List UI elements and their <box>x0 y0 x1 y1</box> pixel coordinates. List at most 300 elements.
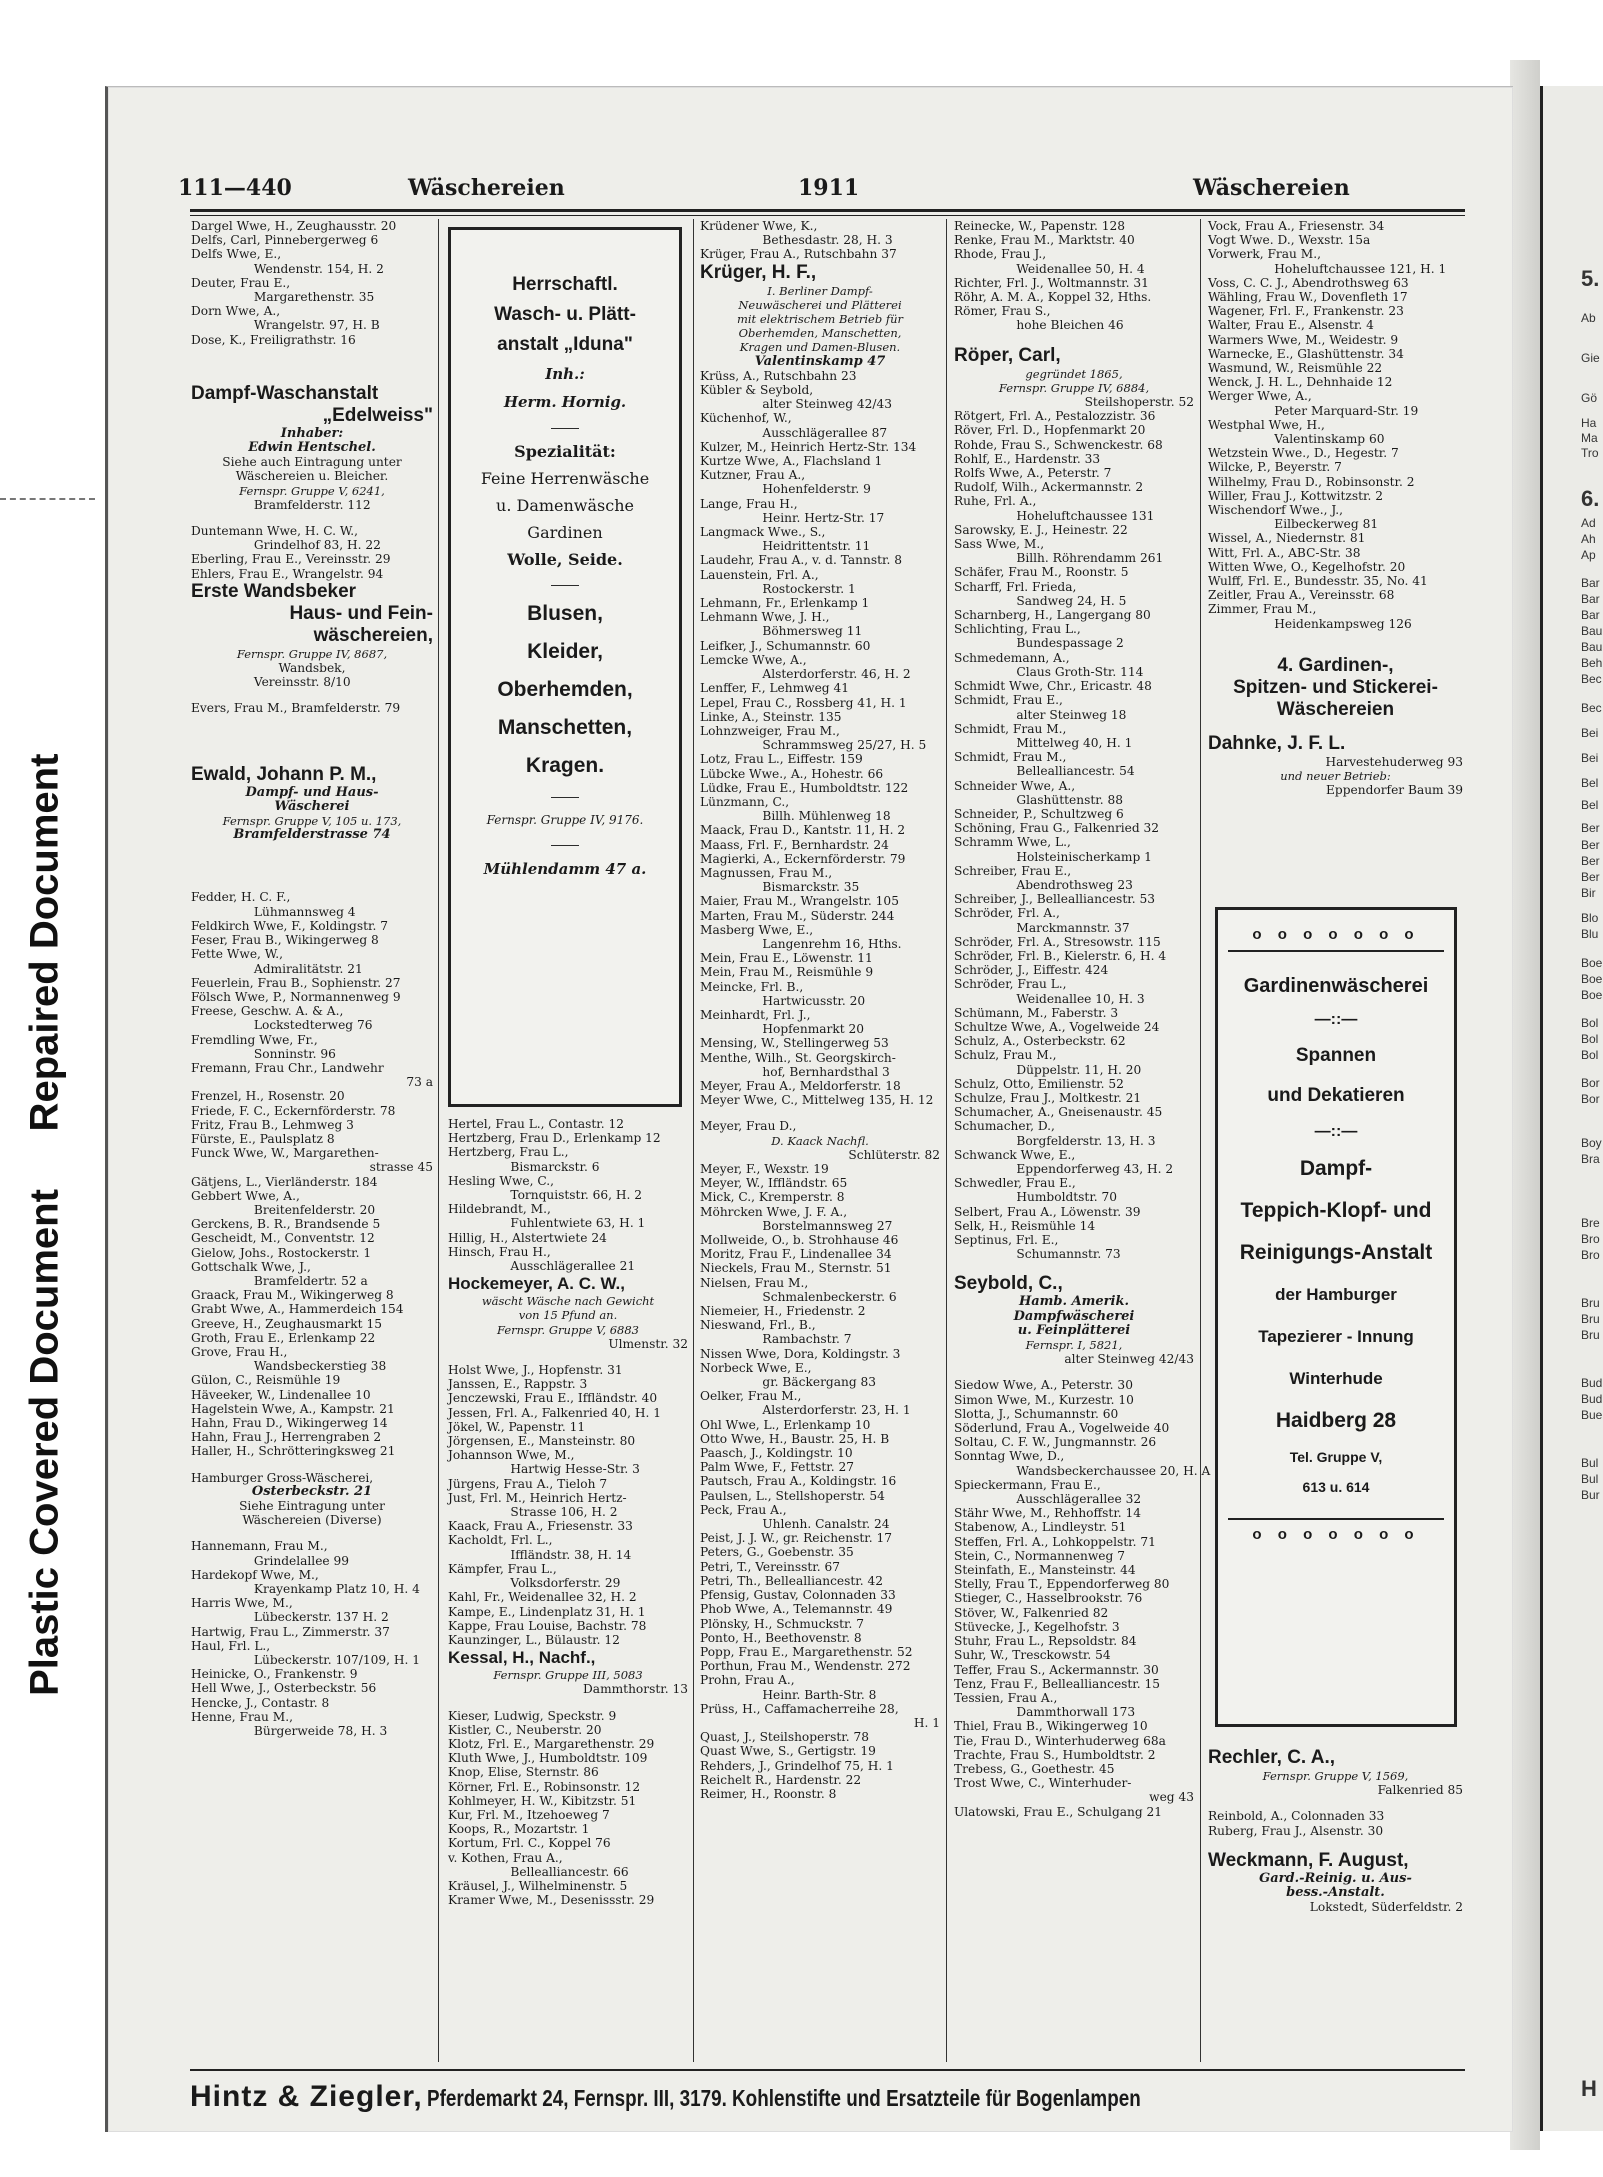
directory-entry: Feser, Frau B., Wikingerweg 8 <box>191 933 379 948</box>
directory-entry: Hamburger Gross-Wäscherei, <box>191 1470 374 1485</box>
directory-entry: Langmack Wwe., S., <box>700 525 826 540</box>
directory-entry: Harvestehuderweg 93 <box>1325 754 1463 769</box>
directory-entry: Menthe, Wilh., St. Georgskirch- <box>700 1050 896 1065</box>
directory-entry: u. Feinplätterei <box>1017 1322 1131 1338</box>
directory-entry: Meyer, Frau D., <box>700 1119 797 1134</box>
directory-entry: Phob Wwe, A., Telemannstr. 49 <box>700 1602 893 1617</box>
directory-entry: Scharnberg, H., Langergang 80 <box>954 608 1151 623</box>
directory-entry: Lange, Frau H., <box>700 496 798 511</box>
next-page-fragment: Ah <box>1581 532 1596 546</box>
directory-page <box>105 86 1513 2132</box>
directory-entry: Mein, Frau E., Löwenstr. 11 <box>700 951 873 966</box>
directory-entry: Haller, H., Schrötteringksweg 21 <box>191 1444 396 1459</box>
directory-entry: Oberhemden, Manschetten, <box>738 326 902 341</box>
directory-entry: Jörgensen, E., Mansteinstr. 80 <box>448 1434 636 1449</box>
directory-entry: Möhrcken Wwe, J. F. A., <box>700 1204 848 1219</box>
directory-entry <box>191 740 433 752</box>
directory-entry: Grindelhof 83, H. 22 <box>253 538 381 553</box>
directory-entry: Pfensig, Gustav, Colonnaden 33 <box>700 1588 896 1603</box>
directory-entry: Dose, K., Freiligrathstr. 16 <box>191 332 356 347</box>
directory-entry: Soltau, C. F. W., Jungmannstr. 26 <box>954 1435 1157 1450</box>
directory-entry: Norbeck Wwe, E., <box>700 1360 812 1375</box>
directory-entry: Stüvecke, J., Kegelhofstr. 3 <box>954 1619 1120 1634</box>
section-title-left: Wäschereien <box>408 175 565 201</box>
directory-entry: Fürste, E., Paulsplatz 8 <box>191 1131 335 1146</box>
next-page-fragment: Bol <box>1581 1048 1599 1062</box>
directory-entry: Schlichting, Frau L., <box>954 622 1081 637</box>
directory-entry: Kohlmeyer, H. W., Kibitzstr. 51 <box>448 1793 637 1808</box>
directory-entry: Kräusel, J., Wilhelminenstr. 5 <box>448 1878 628 1893</box>
page-fold <box>1510 60 1540 2150</box>
column-5-bottom <box>1208 1747 1463 2067</box>
directory-entry: Valentinskamp 47 <box>754 353 886 369</box>
directory-entry: Kurtze Wwe, A., Flachsland 1 <box>700 454 883 469</box>
directory-entry: Stuhr, Frau L., Repsoldstr. 84 <box>954 1634 1137 1649</box>
directory-entry: Weidenallee 10, H. 3 <box>1016 991 1145 1006</box>
directory-entry: Krüger, Frau A., Rutschbahn 37 <box>700 247 897 262</box>
directory-entry <box>954 333 1194 345</box>
directory-entry: Vock, Frau A., Friesenstr. 34 <box>1208 219 1385 233</box>
directory-entry: Warnecke, E., Glashüttenstr. 34 <box>1208 346 1404 361</box>
directory-entry: wäschereien, <box>313 624 433 646</box>
directory-entry: Rohde, Frau S., Schwenckestr. 68 <box>954 437 1163 452</box>
directory-entry: Septinus, Frl. E., <box>954 1233 1059 1248</box>
directory-entry: Vogt Wwe. D., Wexstr. 15a <box>1208 233 1371 248</box>
directory-entry: Steffen, Frl. A., Lohkoppelstr. 71 <box>954 1534 1156 1549</box>
directory-entry: Düppelstr. 11, H. 20 <box>1016 1062 1142 1077</box>
directory-entry: bess.-Anstalt. <box>1286 1885 1385 1901</box>
next-page-fragment: Blo <box>1581 911 1599 925</box>
directory-entry: Reinbold, A., Colonnaden 33 <box>1208 1809 1385 1824</box>
directory-entry: Simon Wwe, M., Kurzestr. 10 <box>954 1392 1134 1407</box>
ad-line: Kragen. <box>525 754 605 777</box>
directory-entry: Janssen, E., Rappstr. 3 <box>448 1377 588 1392</box>
directory-entry: Röver, Frl. D., Hopfenmarkt 20 <box>954 423 1146 438</box>
directory-entry: Krüdener Wwe, K., <box>700 219 818 233</box>
directory-entry: Witt, Frl. A., ABC-Str. 38 <box>1208 545 1361 560</box>
directory-entry: Schröder, Frau L., <box>954 977 1067 992</box>
directory-entry: Lünzmann, C., <box>700 794 790 809</box>
directory-entry: Lohnzweiger, Frau M., <box>700 723 840 738</box>
directory-entry: Dampf- und Haus- <box>245 784 379 800</box>
directory-entry <box>1208 631 1463 643</box>
directory-entry <box>1208 1838 1463 1850</box>
directory-entry: Feldkirch Wwe, F., Koldingstr. 7 <box>191 918 388 933</box>
ad-line: Dampf- <box>1299 1157 1373 1180</box>
next-page-fragment: Boe <box>1581 956 1603 970</box>
directory-entry: Schreiber, J., Bellealliancestr. 53 <box>954 892 1155 907</box>
directory-entry: Lübeckerstr. 137 H. 2 <box>253 1610 389 1625</box>
ad-line: Gardinen <box>527 523 603 542</box>
directory-entry: Spitzen- und Stickerei- <box>1233 676 1438 698</box>
directory-entry: Koops, R., Mozartstr. 1 <box>448 1822 590 1837</box>
directory-entry: Tornquiststr. 66, H. 2 <box>510 1188 643 1203</box>
directory-entry: Schultze Wwe, A., Vogelweide 24 <box>954 1019 1160 1034</box>
directory-entry: Fernspr. Gruppe V, 1569, <box>1262 1769 1409 1783</box>
ad-line: Herrschaftl. <box>512 274 618 295</box>
directory-entry: Prüss, H., Caffamacherreihe 28, <box>700 1701 899 1716</box>
directory-entry: Wandsbeckerstieg 38 <box>253 1359 387 1374</box>
repaired-document-label: Repaired Document <box>22 753 67 1132</box>
directory-entry: Schreiber, Frau E., <box>954 863 1072 878</box>
directory-entry: Lübeckerstr. 107/109, H. 1 <box>253 1653 421 1668</box>
directory-entry: Maass, Frl. F., Bernhardstr. 24 <box>700 837 889 852</box>
directory-entry: Weckmann, F. August, <box>1208 1849 1409 1871</box>
directory-entry: Schlüterstr. 82 <box>848 1147 940 1162</box>
directory-entry: Trost Wwe, C., Winterhuder- <box>954 1776 1132 1791</box>
directory-entry: Holsteinischerkamp 1 <box>1016 849 1152 864</box>
directory-entry: Knop, Elise, Sternstr. 86 <box>448 1765 599 1780</box>
directory-entry: Stein, C., Normannenweg 7 <box>954 1548 1125 1563</box>
directory-entry: alter Steinweg 18 <box>1016 707 1127 722</box>
directory-entry: Schmalenbeckerstr. 6 <box>762 1289 897 1304</box>
next-page-fragment: Ber <box>1581 821 1600 835</box>
directory-entry: Petri, T., Vereinsstr. 67 <box>700 1559 841 1574</box>
directory-entry <box>1208 643 1463 655</box>
ad-line: Winterhude <box>1289 1369 1383 1388</box>
directory-entry: Kieser, Ludwig, Speckstr. 9 <box>448 1708 617 1723</box>
directory-entry: Inhaber: <box>280 425 344 441</box>
directory-entry: Masberg Wwe, E., <box>700 922 814 937</box>
directory-entry: Langenrehm 16, Hths. <box>762 936 902 951</box>
header-rule <box>190 209 1465 212</box>
directory-entry: 73 a <box>406 1075 433 1090</box>
directory-entry: Meinhardt, Frl. J., <box>700 1007 811 1022</box>
column-divider <box>438 219 439 2062</box>
directory-entry: Fritz, Frau B., Lehmweg 3 <box>191 1117 354 1132</box>
next-page-fragment: Bru <box>1581 1296 1600 1310</box>
directory-entry <box>191 347 433 359</box>
directory-entry: Fernspr. I, 5821, <box>1025 1338 1123 1353</box>
directory-entry: Wandsbeckerchaussee 20, H. A <box>1016 1463 1211 1478</box>
directory-entry: Wilhelmy, Frau D., Robinsonstr. 2 <box>1208 474 1415 489</box>
directory-entry: Kramer Wwe, M., Desenissstr. 29 <box>448 1893 655 1908</box>
next-page-fragment: Bur <box>1581 1488 1600 1502</box>
footer-firm: Hintz & Ziegler, <box>190 2080 423 2113</box>
directory-entry: Frenzel, H., Rosenstr. 20 <box>191 1089 345 1104</box>
directory-entry: Witten Wwe, O., Kegelhofstr. 20 <box>1208 559 1406 574</box>
directory-entry: I. Berliner Dampf- <box>767 283 873 298</box>
directory-entry: Kessal, H., Nachf., <box>448 1648 596 1668</box>
ad-line: Spannen <box>1295 1045 1377 1066</box>
directory-entry: Dahnke, J. F. L. <box>1208 732 1346 754</box>
directory-entry: Bismarckstr. 35 <box>762 880 860 895</box>
next-page-fragment: Tro <box>1581 446 1599 460</box>
next-page-fragment: Boy <box>1581 1136 1602 1150</box>
directory-entry: Gerckens, B. R., Brandsende 5 <box>191 1217 381 1232</box>
directory-entry: Richter, Frl. J., Woltmannstr. 31 <box>954 275 1149 290</box>
directory-entry: Kulzer, M., Heinrich Hertz-Str. 134 <box>700 439 917 454</box>
directory-entry: Wäschereien <box>1276 698 1395 720</box>
directory-entry: Eppendorfer Baum 39 <box>1326 783 1463 798</box>
directory-entry: Grabt Wwe, A., Hammerdeich 154 <box>191 1302 404 1317</box>
ad-line: —— <box>551 419 579 435</box>
directory-entry: Mittelweg 40, H. 1 <box>1016 735 1133 750</box>
directory-entry: Neuwäscherei und Plätterei <box>738 297 902 312</box>
directory-entry: Küchenhof, W., <box>700 411 792 426</box>
directory-entry: Scharff, Frl. Frieda, <box>954 579 1077 594</box>
ad-line: Gardinenwäscherei <box>1243 975 1429 997</box>
directory-entry: Kappe, Frau Louise, Bachstr. 78 <box>448 1618 647 1633</box>
directory-entry: Dammthorwall 173 <box>1016 1705 1136 1720</box>
ad-line: —::— <box>1314 1123 1358 1140</box>
directory-entry: Paulsen, L., Stellshoperstr. 54 <box>700 1488 885 1503</box>
directory-entry: Fernspr. Gruppe III, 5083 <box>493 1668 643 1683</box>
directory-entry: Pautsch, Frau A., Koldingstr. 16 <box>700 1474 897 1489</box>
directory-entry: Bethesdastr. 28, H. 3 <box>762 233 893 248</box>
directory-entry <box>191 878 433 890</box>
directory-entry: v. Kothen, Frau A., <box>448 1850 563 1865</box>
directory-entry: Siehe auch Eintragung unter <box>222 455 402 470</box>
directory-entry: Meincke, Frl. B., <box>700 979 804 994</box>
ad-line: Manschetten, <box>497 716 633 739</box>
directory-entry: Hahn, Frau D., Wikingerweg 14 <box>191 1416 388 1430</box>
directory-entry: Meyer, W., Iffländstr. 65 <box>700 1176 848 1191</box>
directory-entry: Petri, Th., Bellealliancestr. 42 <box>700 1573 884 1588</box>
directory-entry: alter Steinweg 42/43 <box>1064 1352 1194 1367</box>
column-divider <box>946 219 947 2062</box>
directory-entry <box>191 866 433 878</box>
directory-entry: mit elektrischem Betrieb für <box>736 312 904 327</box>
directory-entry <box>448 1351 688 1363</box>
directory-entry: Schulz, Otto, Emilienstr. 52 <box>954 1076 1124 1091</box>
next-page-fragment: Bel <box>1581 798 1599 812</box>
directory-entry: „Edelweiss" <box>322 404 433 426</box>
directory-entry: D. Kaack Nachfl. <box>771 1133 869 1148</box>
directory-entry: Hagelstein Wwe, A., Kampstr. 21 <box>191 1401 395 1416</box>
directory-entry: Rötgert, Frl. A., Pestalozzistr. 36 <box>954 409 1156 424</box>
directory-entry: Peter Marquard-Str. 19 <box>1274 403 1419 418</box>
ad-line: u. Damenwäsche <box>496 496 634 515</box>
directory-entry: Renke, Frau M., Marktstr. 40 <box>954 233 1135 248</box>
directory-entry: Krüss, A., Rutschbahn 23 <box>700 368 857 383</box>
next-page-fragment: Ha <box>1581 416 1597 430</box>
directory-entry <box>1208 721 1463 733</box>
directory-entry: Ulmenstr. 32 <box>608 1336 688 1351</box>
directory-entry: Fernspr. Gruppe V, 6883 <box>496 1322 639 1337</box>
directory-entry: Wäschereien (Diverse) <box>242 1513 382 1528</box>
directory-entry: Gescheidt, M., Conventstr. 12 <box>191 1231 375 1246</box>
directory-entry: Bismarckstr. 6 <box>510 1159 600 1174</box>
directory-entry: Dorn Wwe, A., <box>191 304 281 319</box>
directory-entry: weg 43 <box>1149 1790 1194 1805</box>
directory-entry: Ulatowski, Frau E., Schulgang 21 <box>954 1804 1163 1819</box>
directory-entry: Bramfelderstrasse 74 <box>233 827 391 843</box>
directory-entry: Niemeier, H., Friedenstr. 2 <box>700 1304 866 1319</box>
directory-entry: strasse 45 <box>369 1160 433 1175</box>
directory-entry: Werger Wwe, A., <box>1208 389 1312 404</box>
directory-entry: Meyer, F., Wexstr. 19 <box>700 1162 829 1176</box>
directory-entry: und neuer Betrieb: <box>1280 769 1391 784</box>
directory-entry: Lotz, Frau L., Eiffestr. 159 <box>700 752 863 767</box>
directory-entry: Kahl, Fr., Weidenallee 32, H. 2 <box>448 1590 637 1605</box>
directory-entry <box>191 842 433 854</box>
directory-entry: Quast Wwe, S., Gertigstr. 19 <box>700 1744 876 1759</box>
directory-entry: H. 1 <box>913 1715 940 1730</box>
directory-entry: Hillig, H., Alstertwiete 24 <box>448 1230 607 1245</box>
directory-entry: Teffer, Frau S., Ackermannstr. 30 <box>954 1662 1159 1677</box>
directory-entry: Osterbeckstr. 21 <box>251 1483 373 1499</box>
ad-line: —— <box>551 576 579 592</box>
directory-entry: Wulff, Frl. E., Bundesstr. 35, No. 41 <box>1208 574 1428 589</box>
directory-entry: Schmidt, Frau E., <box>954 693 1063 708</box>
directory-entry: Feuerlein, Frau B., Sophienstr. 27 <box>191 975 401 990</box>
directory-entry: Häveeker, W., Lindenallee 10 <box>191 1387 371 1402</box>
directory-entry: Stieger, C., Hasselbrookstr. 76 <box>954 1591 1143 1606</box>
next-page-fragment: Bec <box>1581 701 1602 715</box>
directory-entry: Glashüttenstr. 88 <box>1016 792 1123 807</box>
directory-entry: Porthun, Frau M., Wendenstr. 272 <box>700 1659 911 1674</box>
directory-entry: Hesling Wwe, C., <box>448 1173 554 1188</box>
directory-entry: Hoheluftchaussee 121, H. 1 <box>1274 261 1447 276</box>
directory-entry: Hartwicusstr. 20 <box>762 993 866 1008</box>
directory-entry: Schulze, Frau J., Moltkestr. 21 <box>954 1090 1142 1105</box>
ad-line: Mühlendamm 47 a. <box>483 860 647 878</box>
directory-entry: Westphal Wwe, H., <box>1208 417 1325 432</box>
directory-entry: Hencke, J., Contastr. 8 <box>191 1695 330 1710</box>
directory-entry: Duntemann Wwe, H. C. W., <box>191 524 359 539</box>
directory-entry: Hockemeyer, A. C. W., <box>448 1274 625 1294</box>
directory-entry: Wissel, A., Niedernstr. 81 <box>1208 531 1366 546</box>
directory-entry: Lühmannsweg 4 <box>253 904 356 919</box>
directory-entry: Strasse 106, H. 2 <box>510 1505 618 1520</box>
ad-line: Oberhemden, <box>497 678 633 701</box>
ad-line: Kleider, <box>527 640 603 663</box>
directory-entry: Reichelt R., Hardenstr. 22 <box>700 1772 862 1787</box>
directory-entry: Haul, Frl. L., <box>191 1638 271 1653</box>
next-page-fragment: Bru <box>1581 1328 1600 1342</box>
directory-entry: Kübler & Seybold, <box>700 383 814 398</box>
directory-entry <box>191 1527 433 1539</box>
directory-entry: Magnussen, Frau M., <box>700 865 833 880</box>
directory-entry: Grindelallee 99 <box>253 1553 349 1568</box>
next-page-fragment: 6. <box>1581 486 1600 511</box>
column-2 <box>448 1117 688 2062</box>
next-page-fragment: Gie <box>1581 351 1600 365</box>
directory-entry: Hertel, Frau L., Contastr. 12 <box>448 1117 624 1131</box>
directory-entry: Wrangelstr. 97, H. B <box>253 318 380 333</box>
directory-entry: Kur, Frl. M., Itzehoeweg 7 <box>448 1807 610 1822</box>
directory-entry: Lepel, Frau C., Rossberg 41, H. 1 <box>700 695 907 710</box>
directory-entry: gegründet 1865, <box>1025 366 1123 381</box>
directory-entry: Heinr. Barth-Str. 8 <box>762 1687 877 1702</box>
footer-advertisement <box>190 2080 1480 2120</box>
directory-entry: Just, Frl. M., Heinrich Hertz- <box>448 1490 627 1505</box>
directory-entry: Hannemann, Frau M., <box>191 1539 328 1554</box>
directory-entry: Rostockerstr. 1 <box>762 581 856 596</box>
next-page-fragment: Bel <box>1581 776 1599 790</box>
directory-entry: Evers, Frau M., Bramfelderstr. 79 <box>191 701 401 716</box>
directory-entry: Rudolf, Wilh., Ackermannstr. 2 <box>954 480 1144 495</box>
directory-entry: Deuter, Frau E., <box>191 275 291 290</box>
directory-entry: Delfs Wwe, E., <box>191 247 282 262</box>
next-page-fragment: Ber <box>1581 838 1600 852</box>
next-page-fragment: Blu <box>1581 927 1599 941</box>
directory-entry: Fernspr. Gruppe V, 6241, <box>239 483 385 498</box>
next-page-fragment: Bei <box>1581 751 1599 765</box>
directory-entry: Heidrittentstr. 11 <box>762 539 871 554</box>
directory-entry: Nieckels, Frau M., Sternstr. 51 <box>700 1261 892 1276</box>
directory-entry: Grove, Frau H., <box>191 1344 288 1359</box>
directory-entry: Hoheluftchaussee 131 <box>1016 508 1155 523</box>
directory-entry: Schröder, Frl. A., Stresowstr. 115 <box>954 934 1161 949</box>
directory-entry: Wischendorf Wwe., J., <box>1208 503 1344 518</box>
ad-line: Reinigungs-Anstalt <box>1239 1241 1433 1264</box>
directory-entry: Ausschlägerallee 21 <box>510 1259 636 1274</box>
directory-entry: Schneider Wwe, A., <box>954 778 1076 793</box>
directory-entry: Schmidt Wwe, Chr., Ericastr. 48 <box>954 679 1152 694</box>
directory-entry: Vereinsstr. 8/10 <box>253 675 351 690</box>
directory-entry: Borstelmannsweg 27 <box>762 1218 893 1233</box>
ad-line: Inh.: <box>545 365 585 383</box>
directory-entry: Dampf-Waschanstalt <box>191 382 379 404</box>
directory-entry: Delfs, Carl, Pinnebergerweg 6 <box>191 233 379 248</box>
directory-entry: Eppendorferweg 43, H. 2 <box>1016 1162 1174 1176</box>
directory-entry: Wandsbek, <box>278 661 346 676</box>
directory-entry: Schäfer, Frau M., Roonstr. 5 <box>954 565 1129 580</box>
directory-entry: Maier, Frau M., Wrangelstr. 105 <box>700 894 899 909</box>
directory-entry: Fernspr. Gruppe V, 105 u. 173, <box>222 814 402 829</box>
directory-entry: Stöver, W., Falkenried 82 <box>954 1605 1109 1620</box>
next-page-fragment: Ber <box>1581 870 1600 884</box>
directory-entry: Fölsch Wwe, P., Normannenweg 9 <box>191 989 401 1004</box>
directory-entry: wäscht Wäsche nach Gewicht <box>481 1294 655 1309</box>
next-page-fragment: Bud <box>1581 1392 1603 1406</box>
directory-entry: Bundespassage 2 <box>1016 636 1124 651</box>
directory-entry: Röhr, A. M. A., Koppel 32, Hths. <box>954 290 1152 305</box>
directory-entry: Ausschlägerallee 32 <box>1016 1492 1142 1507</box>
directory-entry: Warmers Wwe, M., Weidestr. 9 <box>1208 332 1399 347</box>
directory-entry <box>1208 1797 1463 1809</box>
directory-entry: Erste Wandsbeker <box>191 580 357 602</box>
directory-entry: Popp, Frau E., Margarethenstr. 52 <box>700 1644 913 1659</box>
directory-entry: Lehmann, Fr., Erlenkamp 1 <box>700 596 870 611</box>
directory-entry: Schümann, M., Faberstr. 3 <box>954 1005 1119 1020</box>
directory-entry: Kacholdt, Frl. L., <box>448 1533 553 1548</box>
directory-entry: Hildebrandt, M., <box>448 1202 551 1217</box>
directory-entry: Schmidt, Frau M., <box>954 721 1067 736</box>
directory-entry: Schröder, J., Eiffestr. 424 <box>954 963 1109 978</box>
directory-entry: Zimmer, Frau M., <box>1208 602 1317 617</box>
directory-entry: Laudehr, Frau A., v. d. Tannstr. 8 <box>700 553 903 568</box>
directory-entry: hof, Bernhardsthal 3 <box>762 1064 890 1079</box>
directory-entry <box>191 689 433 701</box>
directory-entry: Johannson Wwe, M., <box>448 1448 575 1463</box>
directory-entry: Hartwig Hesse-Str. 3 <box>510 1462 640 1477</box>
next-page-fragment: Bol <box>1581 1032 1599 1046</box>
directory-entry: Kluth Wwe, J., Humboldtstr. 109 <box>448 1751 648 1766</box>
directory-entry: Mick, C., Kremperstr. 8 <box>700 1190 845 1205</box>
directory-entry: Meyer Wwe, C., Mittelweg 135, H. 12 <box>700 1093 934 1108</box>
directory-entry: Lenffer, F., Lehmweg 41 <box>700 681 849 696</box>
next-page-fragment: Bir <box>1581 886 1596 900</box>
directory-entry: Schmedemann, A., <box>954 650 1070 665</box>
directory-entry: Spieckermann, Frau E., <box>954 1477 1101 1492</box>
directory-entry: Stähr Wwe, M., Rehhoffstr. 14 <box>954 1506 1142 1521</box>
plastic-covered-label: Plastic Covered Document <box>22 1189 67 1696</box>
directory-entry: Jenczewski, Frau E., Iffländstr. 40 <box>448 1391 658 1406</box>
directory-entry: hohe Bleichen 46 <box>1016 318 1124 333</box>
ad-line: und Dekatieren <box>1267 1085 1405 1106</box>
directory-entry: Palm Wwe, F., Fettstr. 27 <box>700 1460 855 1475</box>
directory-entry: Peist, J. J. W., gr. Reichenstr. 17 <box>700 1531 893 1546</box>
directory-entry: Hamb. Amerik. <box>1018 1294 1130 1310</box>
directory-entry: Bürgerweide 78, H. 3 <box>253 1724 388 1739</box>
directory-entry: Kistler, C., Neuberstr. 20 <box>448 1722 602 1737</box>
directory-entry: Krayenkamp Platz 10, H. 4 <box>253 1582 420 1597</box>
directory-entry: Ponto, H., Beethovenstr. 8 <box>700 1630 862 1645</box>
ad-line: Teppich-Klopf- und <box>1240 1199 1432 1222</box>
